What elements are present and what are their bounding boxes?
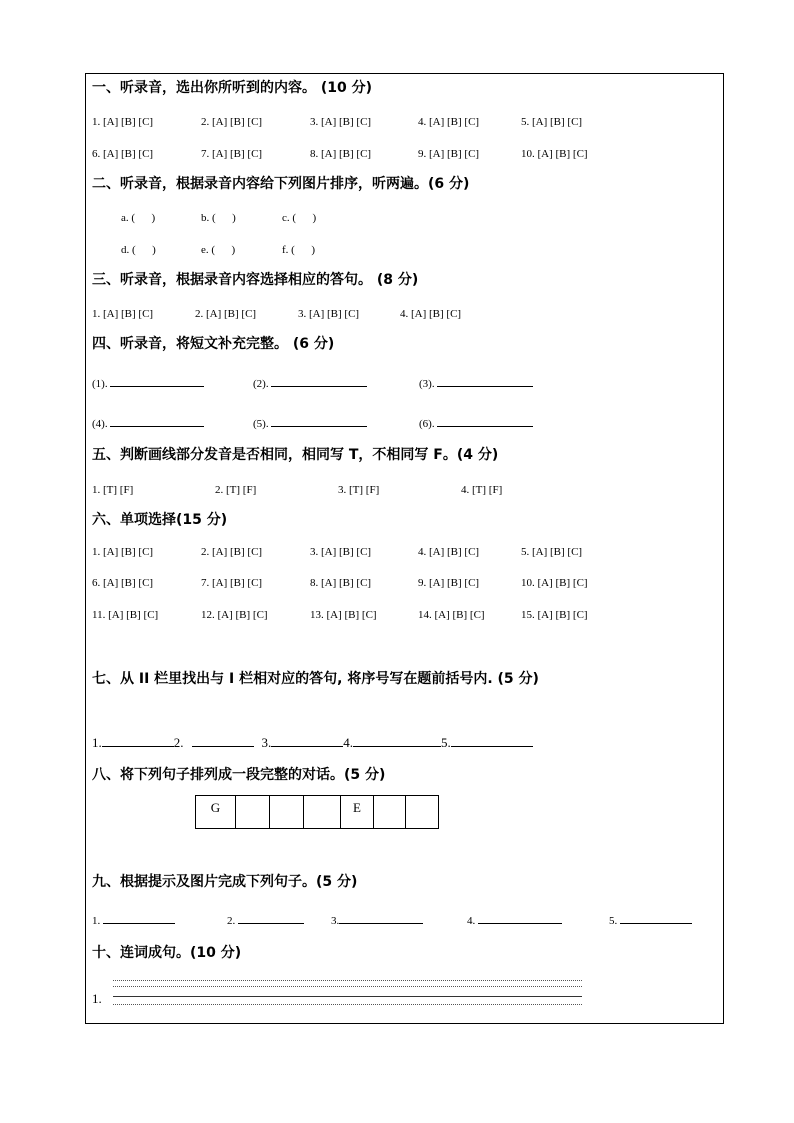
s1-item[interactable]: 8. [A] [B] [C] bbox=[310, 148, 372, 160]
s9-blank[interactable] bbox=[331, 914, 423, 928]
s4-label: (6). bbox=[419, 418, 435, 430]
s6-item[interactable]: 2. [A] [B] [C] bbox=[201, 546, 263, 558]
s5-item[interactable]: 3. [T] [F] bbox=[338, 484, 380, 496]
section-7-heading: 七、从 II 栏里找出与 I 栏相对应的答句, 将序号写在题前括号内. (5 分) bbox=[92, 671, 539, 687]
s4-answer-line[interactable] bbox=[110, 426, 204, 427]
s9-label: 3. bbox=[331, 915, 340, 927]
s4-answer-line[interactable] bbox=[110, 386, 204, 387]
s5-item[interactable]: 2. [T] [F] bbox=[215, 484, 257, 496]
section-2-heading: 二、听录音，根据录音内容给下列图片排序，听两遍。(6 分) bbox=[92, 176, 470, 192]
s7-answer-line[interactable] bbox=[353, 746, 441, 747]
s5-item[interactable]: 1. [T] [F] bbox=[92, 484, 134, 496]
s2-item[interactable]: d. ( ) bbox=[121, 244, 156, 256]
s6-item[interactable]: 3. [A] [B] [C] bbox=[310, 546, 372, 558]
s4-blank[interactable] bbox=[419, 377, 533, 391]
s6-item[interactable]: 13. [A] [B] [C] bbox=[310, 609, 377, 621]
s4-label: (2). bbox=[253, 378, 269, 390]
section-4-heading: 四、听录音，将短文补充完整。 (6 分) bbox=[92, 336, 335, 352]
s9-label: 1. bbox=[92, 915, 101, 927]
s7-label: 1. bbox=[92, 735, 102, 750]
dialogue-order-table bbox=[195, 795, 439, 829]
s7-answer-row bbox=[92, 736, 533, 750]
s6-item[interactable]: 15. [A] [B] [C] bbox=[521, 609, 588, 621]
order-cell[interactable]: E bbox=[341, 796, 374, 829]
s3-item[interactable]: 3. [A] [B] [C] bbox=[298, 308, 360, 320]
s9-blank[interactable] bbox=[92, 914, 175, 928]
s3-item[interactable]: 2. [A] [B] [C] bbox=[195, 308, 257, 320]
writing-base-line[interactable] bbox=[113, 996, 582, 997]
s6-item[interactable]: 8. [A] [B] [C] bbox=[310, 577, 372, 589]
s7-label: 2. bbox=[173, 735, 184, 750]
s4-blank[interactable] bbox=[92, 377, 204, 391]
s10-label: 1. bbox=[92, 991, 102, 1006]
s6-item[interactable]: 6. [A] [B] [C] bbox=[92, 577, 154, 589]
s6-item[interactable]: 14. [A] [B] [C] bbox=[418, 609, 485, 621]
s7-label: 5. bbox=[441, 735, 451, 750]
s2-item[interactable]: b. ( ) bbox=[201, 212, 236, 224]
s9-blank[interactable] bbox=[609, 914, 692, 928]
section-8-heading: 八、将下列句子排列成一段完整的对话。(5 分) bbox=[92, 767, 386, 783]
order-cell[interactable] bbox=[270, 796, 304, 829]
s9-answer-line[interactable] bbox=[103, 923, 175, 924]
s3-item[interactable]: 1. [A] [B] [C] bbox=[92, 308, 154, 320]
s4-blank[interactable] bbox=[253, 417, 367, 431]
s6-item[interactable]: 1. [A] [B] [C] bbox=[92, 546, 154, 558]
s9-answer-line[interactable] bbox=[620, 923, 692, 924]
s4-answer-line[interactable] bbox=[437, 386, 533, 387]
s2-item[interactable]: e. ( ) bbox=[201, 244, 236, 256]
section-6-heading: 六、单项选择(15 分) bbox=[92, 512, 228, 528]
order-cell[interactable] bbox=[236, 796, 270, 829]
s1-item[interactable]: 6. [A] [B] [C] bbox=[92, 148, 154, 160]
s6-item[interactable]: 12. [A] [B] [C] bbox=[201, 609, 268, 621]
order-cell[interactable] bbox=[406, 796, 439, 829]
s1-item[interactable]: 9. [A] [B] [C] bbox=[418, 148, 480, 160]
s1-item[interactable]: 1. [A] [B] [C] bbox=[92, 116, 154, 128]
section-1-heading: 一、听录音，选出你所听到的内容。 (10 分) bbox=[92, 80, 373, 96]
s6-item[interactable]: 9. [A] [B] [C] bbox=[418, 577, 480, 589]
s4-answer-line[interactable] bbox=[271, 386, 367, 387]
s4-label: (3). bbox=[419, 378, 435, 390]
s9-blank[interactable] bbox=[227, 914, 304, 928]
s5-item[interactable]: 4. [T] [F] bbox=[461, 484, 503, 496]
s4-blank[interactable] bbox=[419, 417, 533, 431]
section-9-heading: 九、根据提示及图片完成下列句子。(5 分) bbox=[92, 874, 358, 890]
s6-item[interactable]: 4. [A] [B] [C] bbox=[418, 546, 480, 558]
s9-label: 5. bbox=[609, 915, 618, 927]
s7-label: 4. bbox=[343, 735, 353, 750]
s9-answer-line[interactable] bbox=[478, 923, 562, 924]
section-10-heading: 十、连词成句。(10 分) bbox=[92, 945, 242, 961]
s7-answer-line[interactable] bbox=[451, 746, 533, 747]
s6-item[interactable]: 11. [A] [B] [C] bbox=[92, 609, 159, 621]
s1-item[interactable]: 3. [A] [B] [C] bbox=[310, 116, 372, 128]
s7-answer-line[interactable] bbox=[271, 746, 343, 747]
s4-blank[interactable] bbox=[253, 377, 367, 391]
s4-label: (4). bbox=[92, 418, 108, 430]
s9-blank[interactable] bbox=[467, 914, 562, 928]
s4-answer-line[interactable] bbox=[437, 426, 533, 427]
s2-item[interactable]: c. ( ) bbox=[282, 212, 317, 224]
s3-item[interactable]: 4. [A] [B] [C] bbox=[400, 308, 462, 320]
s6-item[interactable]: 5. [A] [B] [C] bbox=[521, 546, 583, 558]
writing-guide-line bbox=[113, 980, 582, 981]
s4-label: (1). bbox=[92, 378, 108, 390]
s1-item[interactable]: 5. [A] [B] [C] bbox=[521, 116, 583, 128]
order-cell[interactable] bbox=[374, 796, 406, 829]
s1-item[interactable]: 4. [A] [B] [C] bbox=[418, 116, 480, 128]
section-5-heading: 五、判断画线部分发音是否相同，相同写 T，不相同写 F。(4 分) bbox=[92, 447, 499, 463]
s7-label: 3. bbox=[261, 735, 272, 750]
s1-item[interactable]: 2. [A] [B] [C] bbox=[201, 116, 263, 128]
s9-label: 4. bbox=[467, 915, 476, 927]
s1-item[interactable]: 10. [A] [B] [C] bbox=[521, 148, 588, 160]
s4-label: (5). bbox=[253, 418, 269, 430]
s7-answer-line[interactable] bbox=[192, 746, 254, 747]
order-cell[interactable] bbox=[304, 796, 341, 829]
s4-answer-line[interactable] bbox=[271, 426, 367, 427]
s1-item[interactable]: 7. [A] [B] [C] bbox=[201, 148, 263, 160]
s7-answer-line[interactable] bbox=[102, 746, 174, 747]
section-3-heading: 三、听录音，根据录音内容选择相应的答句。 (8 分) bbox=[92, 272, 419, 288]
s6-item[interactable]: 10. [A] [B] [C] bbox=[521, 577, 588, 589]
s9-answer-line[interactable] bbox=[238, 923, 304, 924]
writing-guide-line bbox=[113, 1004, 582, 1005]
s6-item[interactable]: 7. [A] [B] [C] bbox=[201, 577, 263, 589]
writing-guide-line bbox=[113, 986, 582, 987]
order-cell[interactable]: G bbox=[196, 796, 236, 829]
s9-label: 2. bbox=[227, 915, 236, 927]
s2-item[interactable]: a. ( ) bbox=[121, 212, 156, 224]
s9-answer-line[interactable] bbox=[339, 923, 423, 924]
s4-blank[interactable] bbox=[92, 417, 204, 431]
s2-item[interactable]: f. ( ) bbox=[282, 244, 315, 256]
